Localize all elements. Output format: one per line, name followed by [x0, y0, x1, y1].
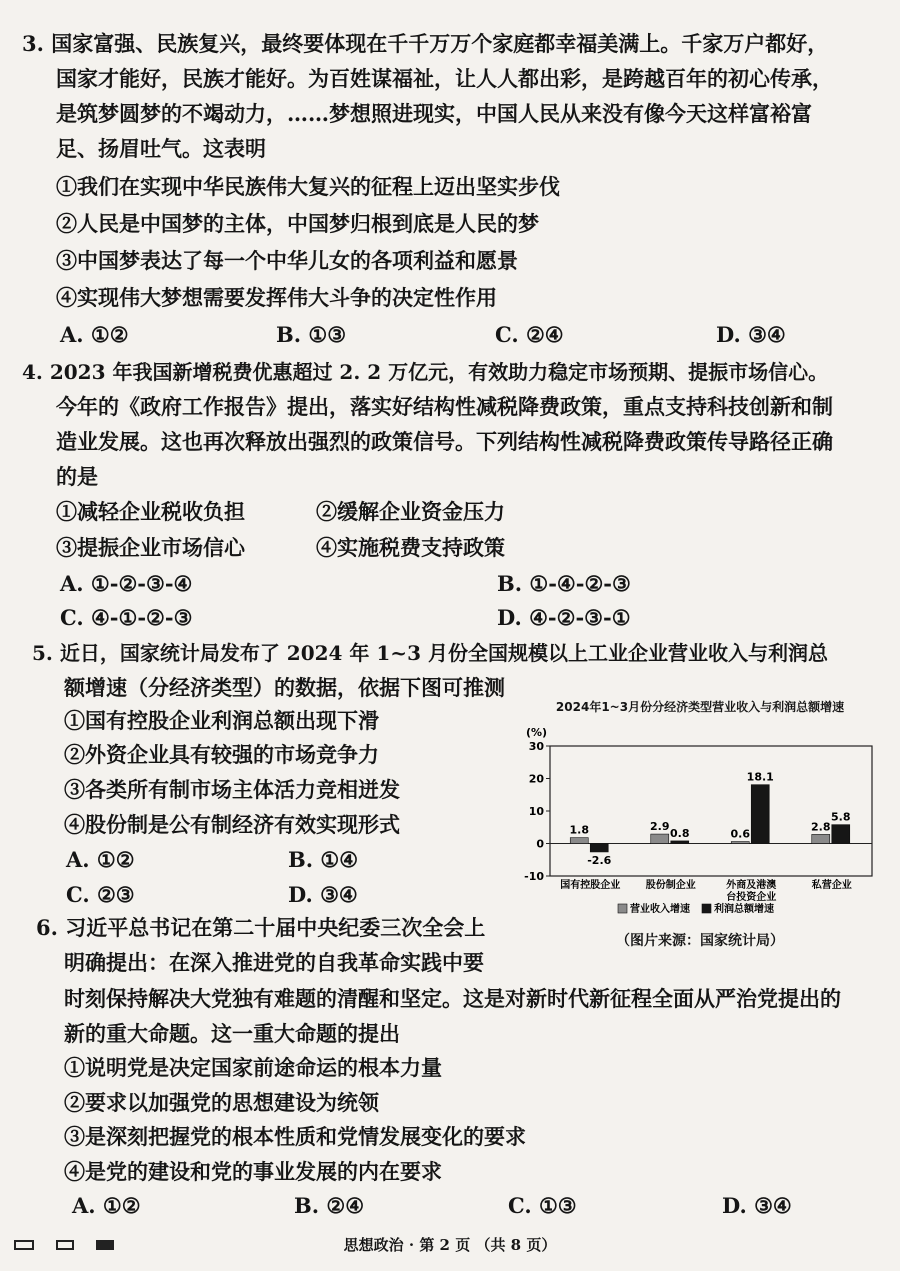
q3-line: 是筑梦圆梦的不竭动力，……梦想照进现实，中国人民从来没有像今天这样富裕富 [56, 101, 812, 126]
q5-item: ①国有控股企业利润总额出现下滑 [64, 708, 379, 733]
q5-choice-d[interactable]: D. ③④ [288, 882, 358, 907]
bar [731, 842, 749, 844]
y-axis-unit: (%) [526, 726, 548, 739]
q5-item: ③各类所有制市场主体活力竞相迸发 [64, 777, 400, 802]
legend-label: 营业收入增速 [630, 904, 690, 915]
q4-line: 造业发展。这也再次释放出强烈的政策信号。下列结构性减税降费政策传导路径正确 [56, 429, 833, 454]
q3-item: ②人民是中国梦的主体，中国梦归根到底是人民的梦 [56, 211, 539, 236]
data-label: 0.8 [670, 826, 690, 840]
q3-choice-a[interactable]: A. ①② [60, 322, 129, 347]
q6-line: 明确提出：在深入推进党的自我革命实践中要 [64, 950, 484, 975]
data-label: 18.1 [746, 770, 774, 784]
category-label: 台投资企业 [726, 892, 777, 903]
q4-item: ①减轻企业税收负担 [56, 499, 245, 524]
legend-label: 利润总额增速 [714, 904, 774, 915]
q3-item: ①我们在实现中华民族伟大复兴的征程上迈出坚实步伐 [56, 174, 560, 199]
category-label: 私营企业 [811, 880, 852, 891]
q4-choice-d[interactable]: D. ④-②-③-① [497, 605, 631, 630]
q4-line: 4. 2023 年我国新增税费优惠超过 2. 2 万亿元，有效助力稳定市场预期、提振市场信心。 [22, 360, 829, 384]
bar [832, 825, 850, 844]
q4-line: 的是 [56, 464, 98, 489]
y-tick-label: 30 [528, 740, 544, 753]
q6-item: ④是党的建设和党的事业发展的内在要求 [64, 1159, 442, 1184]
q6-choice-d[interactable]: D. ③④ [722, 1193, 792, 1218]
y-tick-label: 20 [528, 772, 544, 786]
q4-choice-c[interactable]: C. ④-①-②-③ [60, 605, 193, 630]
q5-choice-b[interactable]: B. ①④ [288, 847, 359, 872]
category-label: 外商及港澳 [726, 880, 777, 891]
q4-choice-a[interactable]: A. ①-②-③-④ [60, 571, 193, 596]
q5-line: 5. 近日，国家统计局发布了 2024 年 1~3 月份全国规模以上工业企业营业收入与利润总 [32, 641, 828, 665]
q6-choice-c[interactable]: C. ①③ [508, 1193, 577, 1218]
chart-plot [520, 698, 880, 928]
y-tick-label: -10 [524, 870, 544, 883]
q5-line: 额增速（分经济类型）的数据，依据下图可推测 [64, 675, 505, 700]
legend-swatch [618, 904, 627, 913]
q3-line: 足、扬眉吐气。这表明 [56, 136, 266, 161]
growth-bar-chart [520, 698, 880, 958]
q3-line: 3. 国家富强、民族复兴，最终要体现在千千万万个家庭都幸福美满上。千家万户都好， [22, 31, 829, 56]
category-label: 股份制企业 [645, 880, 696, 891]
y-tick-label: 0 [536, 837, 544, 851]
q4-line: 今年的《政府工作报告》提出，落实好结构性减税降费政策，重点支持科技创新和制 [56, 394, 833, 419]
q4-choice-b[interactable]: B. ①-④-②-③ [497, 571, 631, 596]
data-label: 1.8 [569, 823, 589, 837]
q6-line: 6. 习近平总书记在第二十届中央纪委三次全会上 [36, 915, 486, 940]
data-label: 5.8 [831, 810, 851, 824]
q4-item: ②缓解企业资金压力 [316, 499, 505, 524]
page-footer-text: 思想政治 · 第 2 页 （共 8 页） [343, 1236, 557, 1254]
q5-item: ②外资企业具有较强的市场竞争力 [64, 742, 379, 767]
q4-item: ④实施税费支持政策 [316, 535, 505, 560]
q5-choice-a[interactable]: A. ①② [66, 847, 135, 872]
chart-source: （图片来源：国家统计局） [616, 933, 784, 949]
q3-item: ③中国梦表达了每一个中华儿女的各项利益和愿景 [56, 248, 518, 273]
bar [570, 838, 588, 844]
bar [812, 834, 830, 843]
bar [651, 834, 669, 843]
q6-line: 时刻保持解决大党独有难题的清醒和坚定。这是对新时代新征程全面从严治党提出的 [64, 986, 841, 1011]
q6-choice-b[interactable]: B. ②④ [294, 1193, 365, 1218]
data-label: 2.8 [811, 820, 831, 834]
q6-item: ①说明党是决定国家前途命运的根本力量 [64, 1055, 442, 1080]
q5-choice-c[interactable]: C. ②③ [66, 882, 135, 907]
page-footer [0, 1232, 900, 1262]
data-label: -2.6 [587, 853, 612, 867]
q5-item: ④股份制是公有制经济有效实现形式 [64, 812, 400, 837]
legend-swatch [702, 904, 711, 913]
y-tick-label: 10 [528, 805, 544, 818]
q3-choice-d[interactable]: D. ③④ [716, 322, 786, 347]
q6-line: 新的重大命题。这一重大命题的提出 [64, 1021, 400, 1046]
q3-item: ④实现伟大梦想需要发挥伟大斗争的决定性作用 [56, 285, 497, 310]
bar [751, 785, 769, 844]
bar [590, 844, 608, 852]
q6-choice-a[interactable]: A. ①② [72, 1193, 141, 1218]
category-label: 国有控股企业 [560, 880, 621, 891]
data-label: 2.9 [650, 820, 670, 834]
data-label: 0.6 [730, 827, 750, 841]
q4-item: ③提振企业市场信心 [56, 535, 245, 560]
chart-title: 2024年1~3月份分经济类型营业收入与利润总额增速 [555, 700, 845, 714]
q6-item: ②要求以加强党的思想建设为统领 [64, 1090, 379, 1115]
bar [671, 841, 689, 844]
q3-choice-c[interactable]: C. ②④ [495, 322, 564, 347]
q6-item: ③是深刻把握党的根本性质和党情发展变化的要求 [64, 1124, 526, 1149]
q3-choice-b[interactable]: B. ①③ [276, 322, 347, 347]
q3-line: 国家才能好，民族才能好。为百姓谋福祉，让人人都出彩，是跨越百年的初心传承， [56, 66, 833, 91]
